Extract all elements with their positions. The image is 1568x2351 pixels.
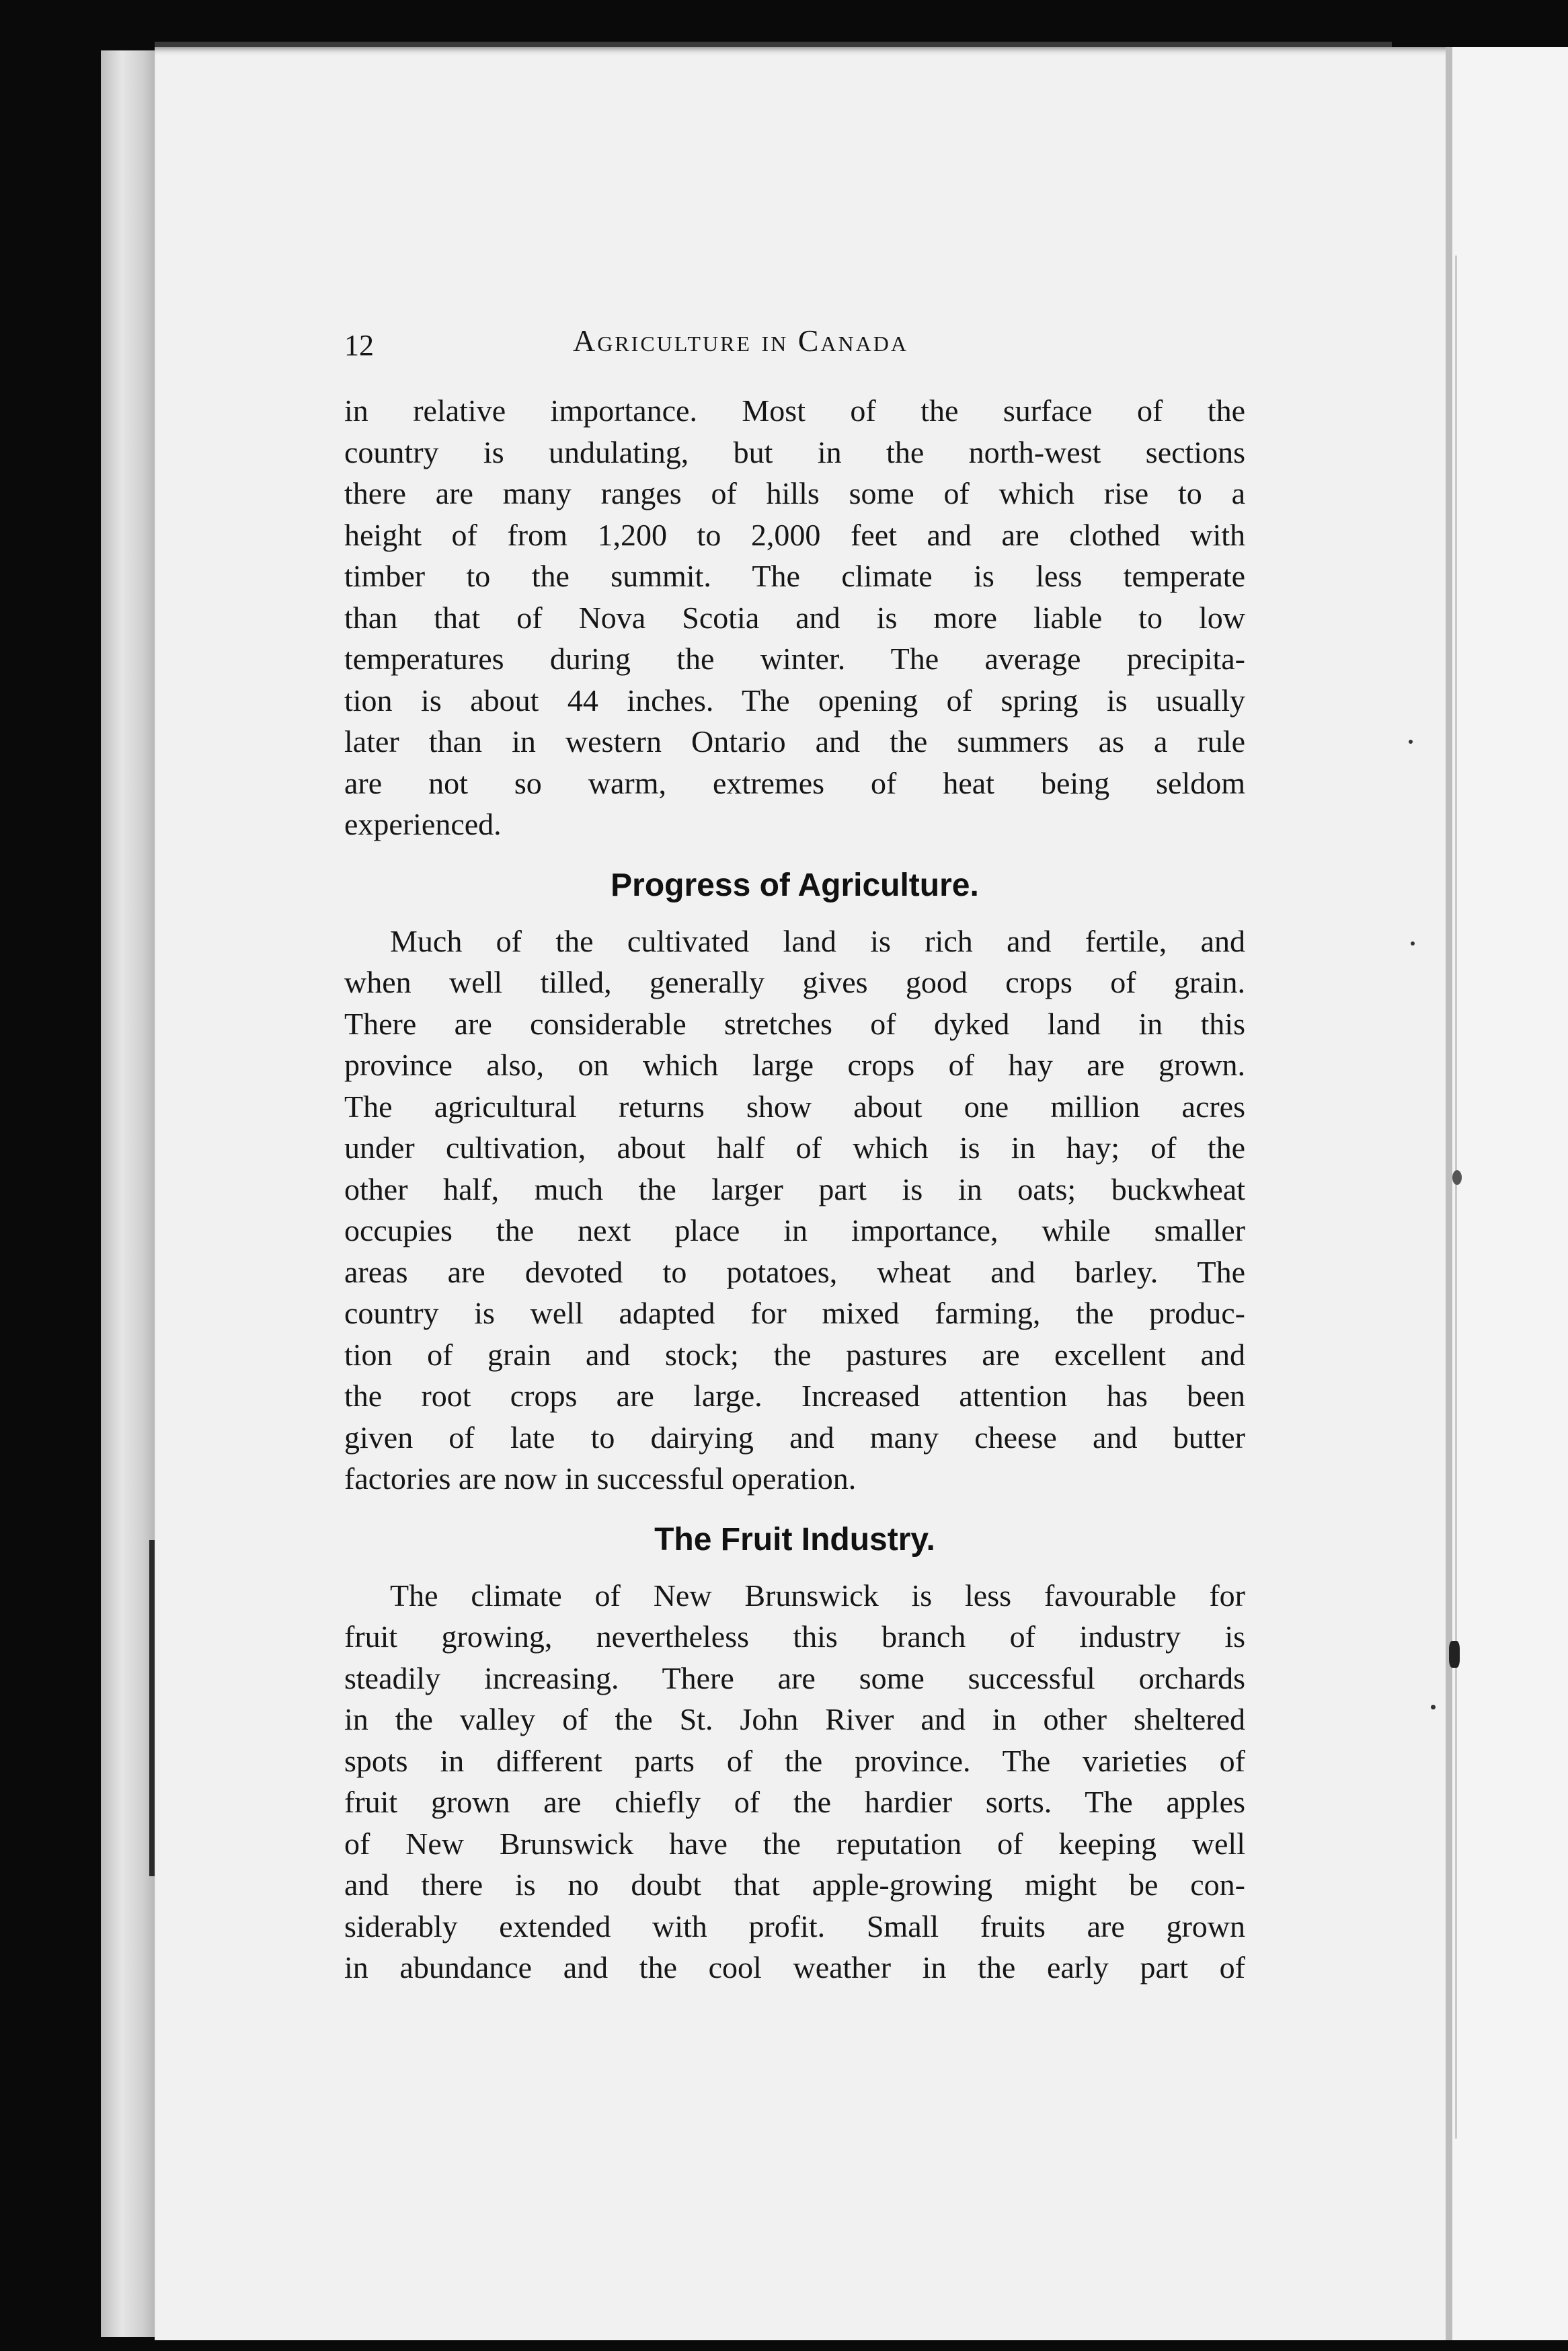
text-line: later than in western Ontario and the summers as a rule (344, 724, 1245, 759)
text-line: in abundance and the cool weather in the early part of (344, 1950, 1245, 1984)
dust-speck (1449, 1641, 1460, 1668)
dust-speck (1452, 1170, 1462, 1185)
text-line: given of late to dairying and many cheese and butter (344, 1420, 1245, 1455)
running-title: Agriculture in Canada (573, 323, 908, 358)
text-line: tion is about 44 inches. The opening of spring is usually (344, 683, 1245, 718)
text-line: height of from 1,200 to 2,000 feet and are clothed with (344, 517, 1245, 552)
left-page-edge (101, 50, 161, 2337)
text-line: factories are now in successful operation. (344, 1461, 857, 1496)
text-line: country is undulating, but in the north-west sections (344, 434, 1245, 469)
running-head (344, 323, 1245, 377)
text-line: under cultivation, about half of which is in hay; of the (344, 1130, 1245, 1165)
text-line: Much of the cultivated land is rich and fertile, and (390, 923, 1245, 958)
text-line: fruit growing, nevertheless this branch of industry is (344, 1619, 1245, 1654)
page-number: 12 (344, 329, 374, 362)
text-line: areas are devoted to potatoes, wheat and barley. The (344, 1254, 1245, 1289)
page-gutter (1446, 47, 1452, 2340)
text-line: and there is no doubt that apple-growing might be con- (344, 1867, 1245, 1902)
text-line: when well tilled, generally gives good crops of grain. (344, 965, 1245, 999)
dust-speck (1431, 1705, 1436, 1709)
text-line: steadily increasing. There are some successful orchards (344, 1660, 1245, 1695)
next-page-line (1455, 256, 1457, 2138)
text-line: spots in different parts of the province. The varieties of (344, 1743, 1245, 1778)
text-line: timber to the summit. The climate is less temperate (344, 559, 1245, 593)
text-line: The climate of New Brunswick is less favourable for (390, 1578, 1245, 1613)
text-line: of New Brunswick have the reputation of keeping well (344, 1826, 1245, 1861)
text-line: country is well adapted for mixed farming, the produc- (344, 1296, 1245, 1330)
section-heading-progress: Progress of Agriculture. (611, 867, 979, 903)
section-heading-fruit: The Fruit Industry. (654, 1521, 935, 1557)
text-line: There are considerable stretches of dyked land in this (344, 1006, 1245, 1041)
text-line: are not so warm, extremes of heat being seldom (344, 765, 1245, 800)
text-line: than that of Nova Scotia and is more liable to low (344, 600, 1245, 635)
dust-speck (1411, 941, 1415, 946)
text-line: other half, much the larger part is in oats; buckwheat (344, 1171, 1245, 1206)
text-line: occupies the next place in importance, while smaller (344, 1213, 1245, 1247)
text-line: The agricultural returns show about one million acres (344, 1089, 1245, 1124)
text-line: siderably extended with profit. Small fruits are grown (344, 1909, 1245, 1943)
text-line: temperatures during the winter. The average precipita- (344, 642, 1245, 676)
text-line: there are many ranges of hills some of which rise to a (344, 476, 1245, 510)
text-line: the root crops are large. Increased attention has been (344, 1379, 1245, 1413)
dust-speck (1409, 740, 1413, 744)
body-text (344, 390, 1245, 1989)
page-top-shadow (155, 42, 1392, 47)
text-line: province also, on which large crops of hay are grown. (344, 1048, 1245, 1082)
next-page-edge (1452, 47, 1568, 2340)
text-line: fruit grown are chiefly of the hardier sorts. The apples (344, 1785, 1245, 1819)
text-line: tion of grain and stock; the pastures are excellent and (344, 1337, 1245, 1372)
text-line: in relative importance. Most of the surface of the (344, 393, 1245, 428)
text-line: in the valley of the St. John River and in other sheltered (344, 1702, 1245, 1736)
text-line: experienced. (344, 807, 502, 841)
